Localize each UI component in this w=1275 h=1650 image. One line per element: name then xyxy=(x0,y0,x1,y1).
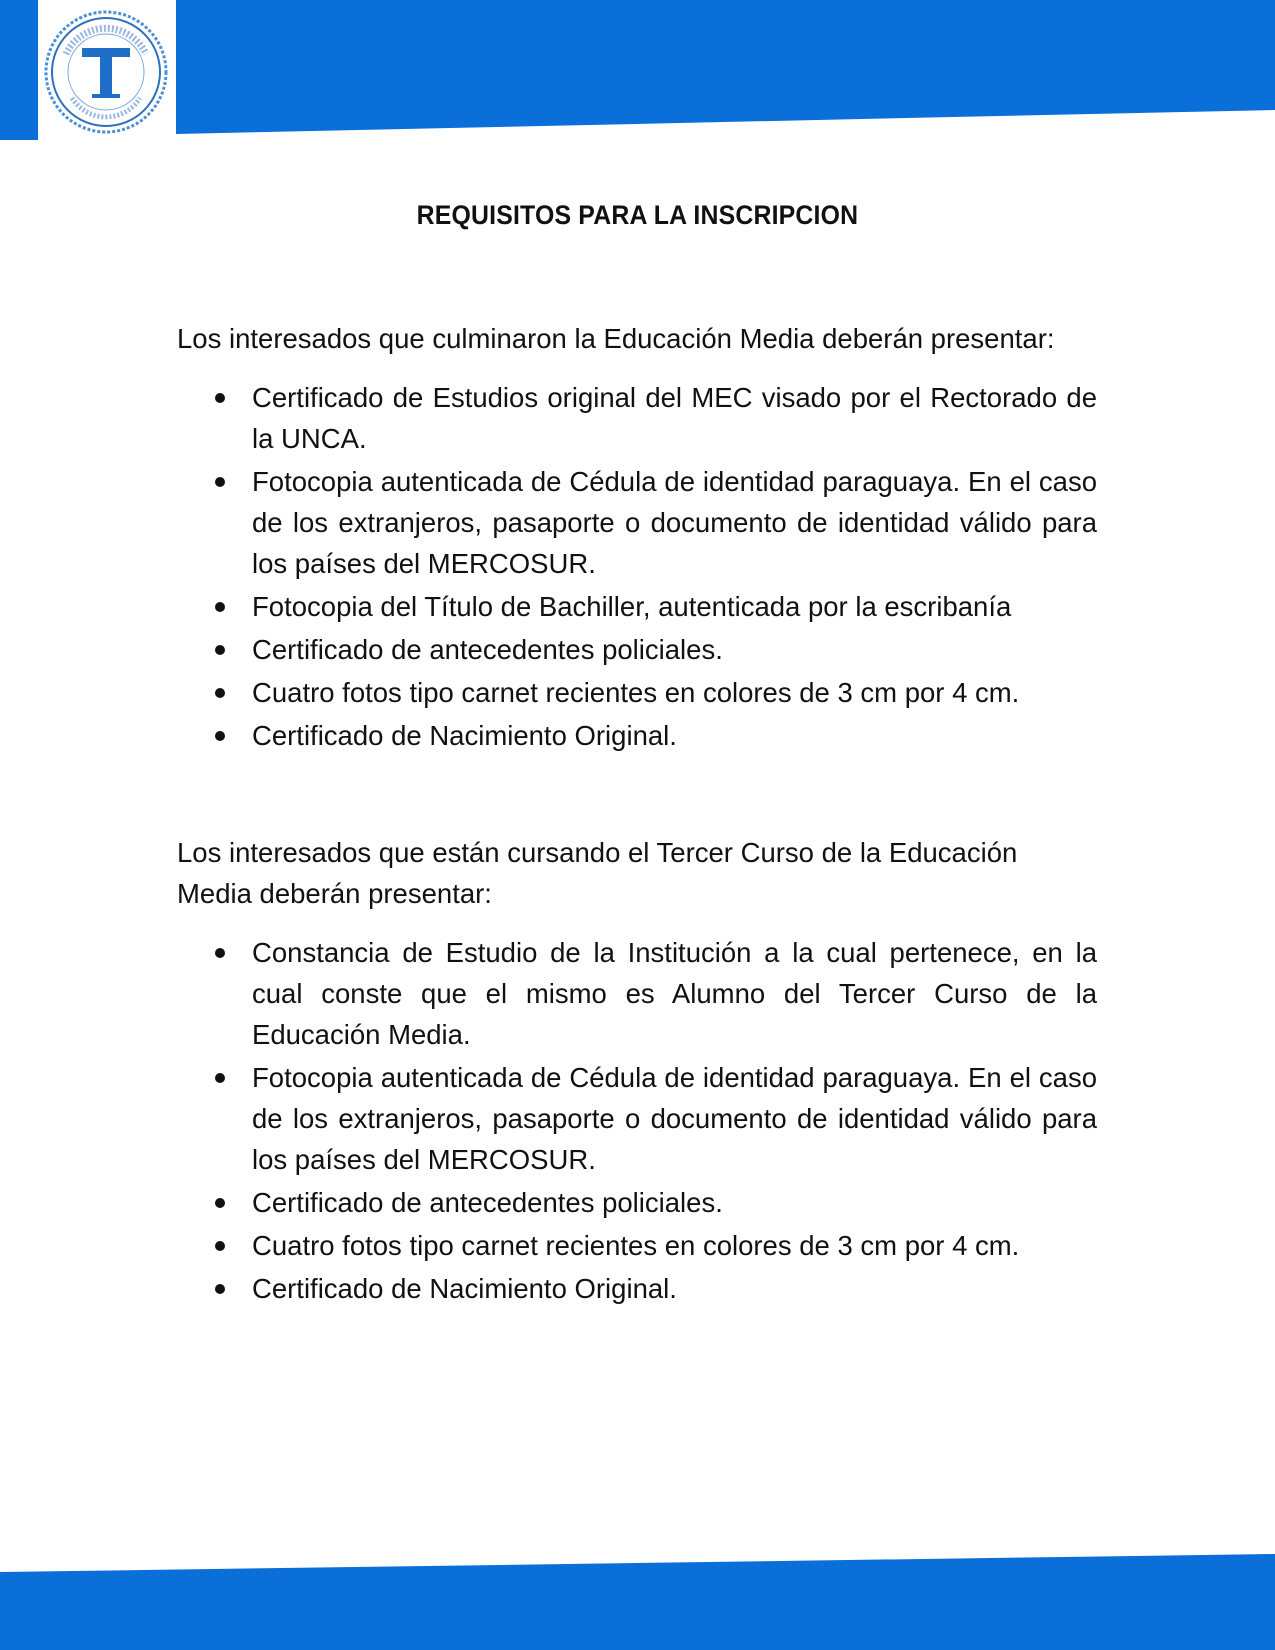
list-item-text: Fotocopia autenticada de Cédula de identidad paraguaya. En el caso de los extranjeros, pasaporte o documento de identidad válido para los países del MERCOSUR. xyxy=(252,466,1097,579)
list-item-text: Certificado de Nacimiento Original. xyxy=(252,1273,677,1304)
requirements-list xyxy=(177,377,1097,756)
list-item xyxy=(177,461,1097,584)
header-band xyxy=(0,0,1275,140)
list-item xyxy=(177,1268,1097,1309)
footer-band xyxy=(0,1540,1275,1650)
page-title: REQUISITOS PARA LA INSCRIPCION xyxy=(416,200,859,230)
list-item xyxy=(177,629,1097,670)
bullet-icon xyxy=(215,477,225,487)
bullet-icon xyxy=(215,645,225,655)
list-item-text: Certificado de Estudios original del MEC visado por el Rectorado de la UNCA. xyxy=(252,382,1097,454)
footer-blue-shape xyxy=(0,1540,1275,1650)
bullet-icon xyxy=(215,1284,225,1294)
list-item-text: Cuatro fotos tipo carnet recientes en colores de 3 cm por 4 cm. xyxy=(252,1230,1020,1261)
list-item-text: Certificado de antecedentes policiales. xyxy=(252,634,723,665)
list-item xyxy=(177,932,1097,1055)
list-item xyxy=(177,672,1097,713)
bullet-icon xyxy=(215,393,225,403)
bullet-icon xyxy=(215,688,225,698)
list-item xyxy=(177,377,1097,459)
requirements-list xyxy=(177,932,1097,1309)
institution-seal-logo xyxy=(44,10,168,134)
list-item xyxy=(177,1182,1097,1223)
list-item-text: Fotocopia del Título de Bachiller, autenticada por la escribanía xyxy=(252,591,1012,622)
bullet-icon xyxy=(215,602,225,612)
header-blue-shape xyxy=(0,0,1275,140)
section-third-year-students xyxy=(177,832,1097,1311)
bullet-icon xyxy=(215,1241,225,1251)
list-item xyxy=(177,715,1097,756)
bullet-icon xyxy=(215,1073,225,1083)
list-item-text: Constancia de Estudio de la Institución a la cual pertenece, en la cual conste que el mismo es Alumno del Tercer Curso de la Educación Media. xyxy=(252,937,1097,1050)
list-item-text: Fotocopia autenticada de Cédula de identidad paraguaya. En el caso de los extranjeros, pasaporte o documento de identidad válido para los países del MERCOSUR. xyxy=(252,1062,1097,1175)
bullet-icon xyxy=(215,731,225,741)
section-graduates xyxy=(177,318,1097,758)
list-item xyxy=(177,1225,1097,1266)
section-intro: Los interesados que están cursando el Tercer Curso de la Educación Media deberán presentar: xyxy=(177,837,1018,909)
bullet-icon xyxy=(215,1198,225,1208)
list-item-text: Certificado de antecedentes policiales. xyxy=(252,1187,723,1218)
list-item-text: Cuatro fotos tipo carnet recientes en colores de 3 cm por 4 cm. xyxy=(252,677,1020,708)
bullet-icon xyxy=(215,948,225,958)
logo-container xyxy=(38,0,176,140)
list-item xyxy=(177,1057,1097,1180)
list-item-text: Certificado de Nacimiento Original. xyxy=(252,720,677,751)
list-item xyxy=(177,586,1097,627)
section-intro: Los interesados que culminaron la Educación Media deberán presentar: xyxy=(177,323,1055,354)
